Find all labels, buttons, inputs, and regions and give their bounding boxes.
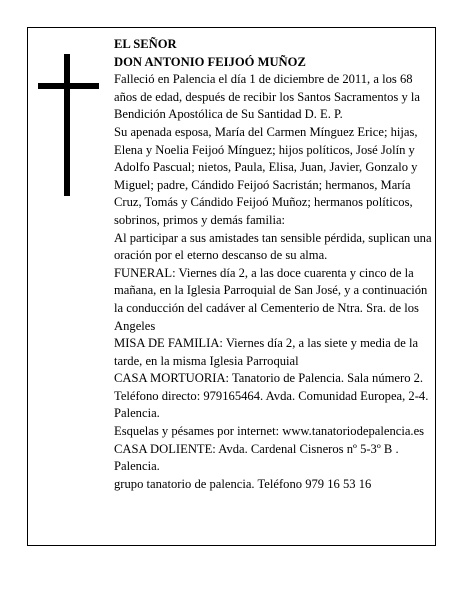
mortuary-paragraph: CASA MORTUORIA: Tanatorio de Palencia. Sala número 2. Teléfono directo: 979165464. Avda. Comunidad Europea, 2-4. Palencia. [114, 371, 429, 421]
cross-icon-vertical-bar [64, 54, 70, 196]
prayer-request-paragraph: Al participar a sus amistades tan sensible pérdida, suplican una oración por el eterno descanso de su alma. [114, 230, 432, 263]
funeral-paragraph: FUNERAL: Viernes día 2, a las doce cuarenta y cinco de la mañana, en la Iglesia Parroquial de San José, y a continuación la conducción del cadáver al Cementerio de Ntra. Sra. de los Angeles [114, 265, 428, 333]
obituary-text [114, 36, 432, 493]
funeral-home-footer: grupo tanatorio de palencia. Teléfono 979 16 53 16 [114, 476, 372, 491]
mourning-house-paragraph: CASA DOLIENTE: Avda. Cardenal Cisneros nº 5-3º B . Palencia. [114, 441, 399, 474]
death-notice-paragraph: Falleció en Palencia el día 1 de diciembre de 2011, a los 68 años de edad, después de recibir los Santos Sacramentos y la Bendición Apostólica de Su Santidad D. E. P. [114, 72, 421, 122]
internet-condolences-paragraph: Esquelas y pésames por internet: www.tanatoriodepalencia.es [114, 424, 425, 439]
family-mass-paragraph: MISA DE FAMILIA: Viernes día 2, a las siete y media de la tarde, en la misma Iglesia Parroquial [114, 336, 419, 368]
cross-icon-horizontal-bar [38, 83, 99, 89]
obituary-title: EL SEÑOR [114, 37, 177, 51]
family-paragraph: Su apenada esposa, María del Carmen Mínguez Erice; hijas, Elena y Noelia Feijoó Mínguez; hijos políticos, José Jolín y Adolfo Pascual; nietos, Paula, Elisa, Juan, Javier, Gonzalo y Miguel; padre, Cándido Feijoó Sacristán; hermanos, María Cruz, Tomás y Cándido Feijoó Muñoz; hermanos políticos, sobrinos, primos y demás familia: [114, 124, 418, 227]
deceased-name: DON ANTONIO FEIJOÓ MUÑOZ [114, 54, 306, 69]
